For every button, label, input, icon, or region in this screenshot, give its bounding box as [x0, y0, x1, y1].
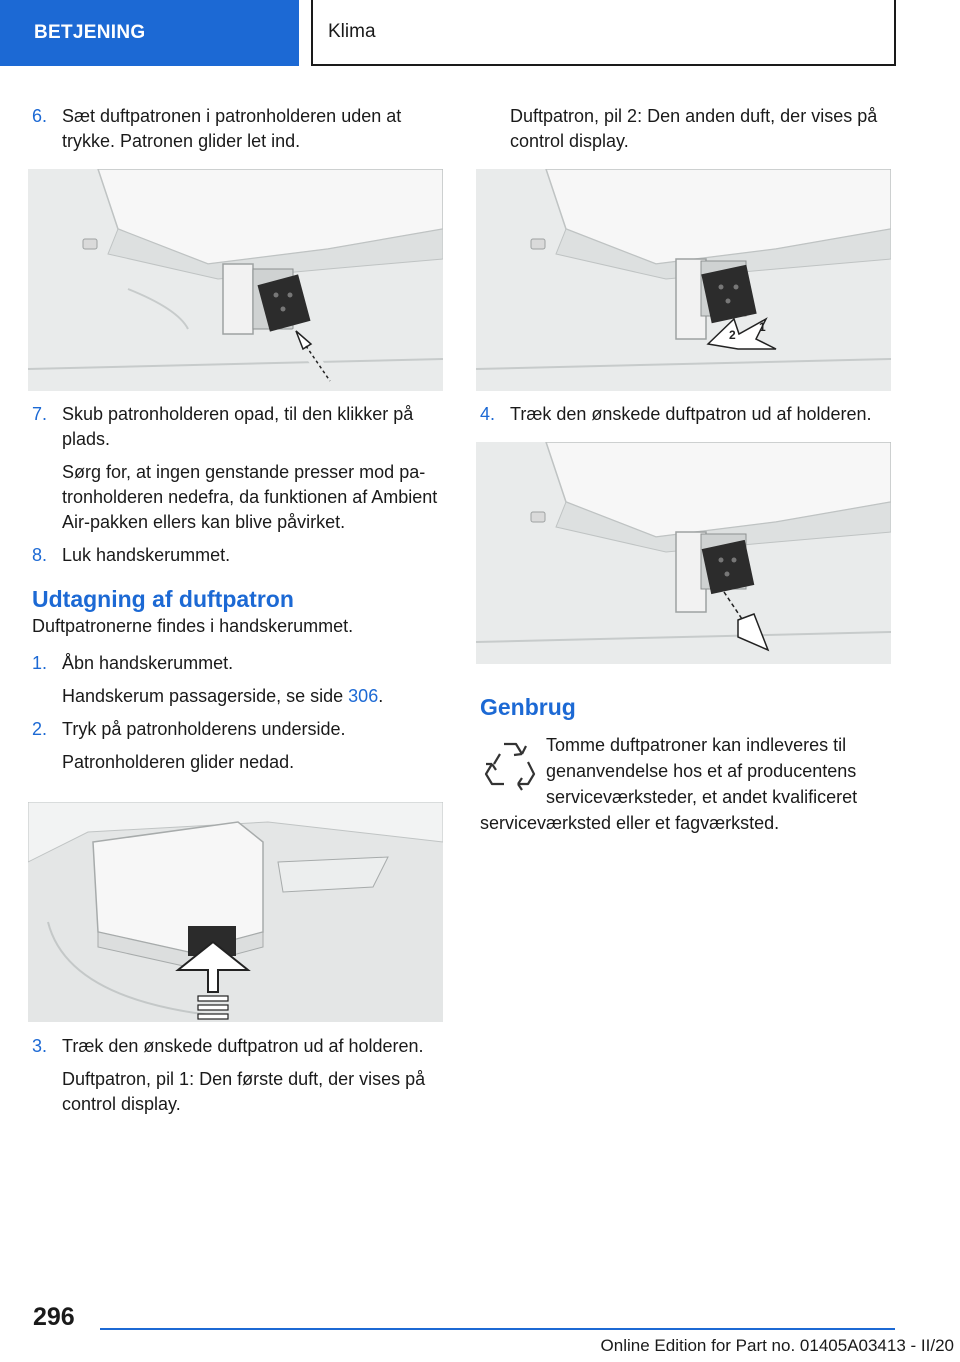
figure-remove-cartridge — [476, 442, 891, 664]
step-text: Åbn handskerummet. — [62, 653, 234, 673]
step-text: Træk den ønskede duftpatron ud af holderen. — [510, 404, 872, 424]
arrow-label-2: 2 — [729, 328, 736, 342]
figure-press-holder — [28, 802, 443, 1022]
step-number: 2. — [32, 719, 48, 739]
step-7 — [32, 402, 450, 452]
step-number: 8. — [32, 545, 48, 565]
recycling-paragraph: Tomme duftpatroner kan indleveres til genanvendelse hos et af producentens serviceværksteder, et andet kvalificeret serviceværksted eller et fagværksted. — [480, 735, 858, 833]
step-3-continued: Duftpatron, pil 2: Den anden duft, der vises på control display. — [510, 106, 878, 151]
figure-cartridge-arrows — [476, 169, 891, 391]
left-column-bottom — [32, 1034, 450, 1125]
step-2 — [32, 717, 450, 742]
step-number: 6. — [32, 106, 48, 126]
right-column-middle — [480, 402, 898, 435]
reference-suffix: . — [378, 686, 384, 706]
step-3-note: Duftpatron, pil 1: Den første duft, der vises på control display. — [62, 1069, 426, 1114]
glovebox-open-illustration — [28, 802, 443, 1022]
step-text: Luk handskerummet. — [62, 545, 231, 565]
recycle-icon-spacer — [480, 732, 546, 804]
left-column-middle — [32, 402, 450, 783]
step-number: 7. — [32, 404, 48, 424]
step-number: 4. — [480, 404, 496, 424]
footer-edition — [0, 1336, 960, 1356]
recycling-heading: Genbrug — [480, 694, 576, 720]
step-number: 1. — [32, 653, 48, 673]
footer-divider — [100, 1328, 895, 1330]
chapter-tab — [311, 0, 896, 66]
step-6 — [32, 104, 450, 154]
glovebox-illustration — [28, 169, 443, 391]
step-8 — [32, 543, 450, 568]
chapter-title: Klima — [328, 21, 376, 42]
section-heading: Udtagning af duftpatron — [32, 586, 294, 612]
step-4 — [480, 402, 898, 427]
right-column-top — [480, 104, 898, 162]
step-1-reference — [32, 684, 450, 709]
step-3 — [32, 1034, 450, 1059]
section-intro: Duftpatronerne findes i handskerummet. — [32, 616, 354, 636]
page-link[interactable]: 306 — [348, 686, 379, 706]
section-title: BETJENING — [34, 22, 146, 43]
step-text: Skub patronholderen opad, til den klikker på plads. — [62, 404, 414, 449]
edition-text: Online Edition for Part no. 01405A03413 - II/20 — [600, 1336, 954, 1355]
arrow-label-1: 1 — [759, 320, 766, 334]
step-2-note: Patronholderen glider nedad. — [62, 752, 295, 772]
step-text: Tryk på patronholderens underside. — [62, 719, 346, 739]
cartridge-selection-illustration — [476, 169, 891, 391]
recycling-text — [480, 732, 900, 836]
step-7-note: Sørg for, at ingen genstande presser mod patronholderen nedefra, da funktionen af Ambient Air-pakken ellers kan blive påvirket. — [62, 462, 438, 532]
section-tab — [0, 0, 299, 66]
reference-text: Handskerum passagerside, se side — [62, 686, 344, 706]
right-column-bottom — [480, 692, 898, 722]
page-number: 296 — [33, 1303, 75, 1331]
step-text: Træk den ønskede duftpatron ud af holderen. — [62, 1036, 424, 1056]
step-text: Sæt duftpatronen i patronholderen uden at trykke. Patronen glider let ind. — [62, 106, 402, 151]
left-column-top — [32, 104, 450, 162]
step-number: 3. — [32, 1036, 48, 1056]
cartridge-removal-illustration — [476, 442, 891, 664]
step-1 — [32, 651, 450, 676]
figure-insert-cartridge — [28, 169, 443, 391]
